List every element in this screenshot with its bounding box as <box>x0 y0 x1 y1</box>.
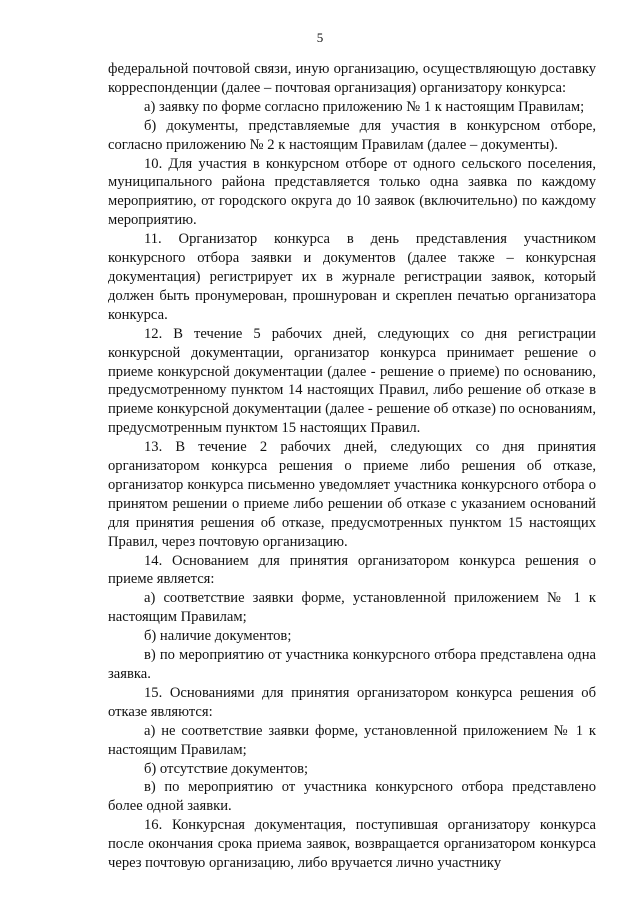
paragraph-12: 12. В течение 5 рабочих дней, следующих со дня регистрации конкурсной документации, организатор конкурса принимает решение о приеме конкурсной документации (далее - решение о приеме) по основанию, предусмотренному пунктом 14 настоящих Правил, либо решение об отказе в приеме конкурсной документации (далее - решение об отказе) по основаниям, предусмотренным пунктом 15 настоящих Правил. <box>108 325 596 437</box>
paragraph-14-item-b: б) наличие документов; <box>144 628 292 645</box>
paragraph-15: 15. Основаниями для принятия организатором конкурса решения об отказе являются: <box>108 684 596 720</box>
paragraph-item-b-documents: б) документы, представляемые для участия в конкурсном отборе, согласно приложению № 2 к настоящим Правилам (далее – документы). <box>108 117 596 153</box>
page-number: 5 <box>316 30 324 45</box>
paragraph-16: 16. Конкурсная документация, поступившая организатору конкурса после окончания срока приема заявок, возвращается организатором конкурса через почтовую организацию, либо вручается лично участнику <box>108 817 596 872</box>
document-body <box>108 60 596 873</box>
paragraph-15-item-a: а) не соответствие заявки форме, установленной приложением № 1 к настоящим Правилам; <box>108 722 596 758</box>
paragraph-15-item-v: в) по мероприятию от участника конкурсного отбора представлено более одной заявки. <box>108 779 596 815</box>
paragraph-item-a-application: а) заявку по форме согласно приложению № 1 к настоящим Правилам; <box>144 98 585 115</box>
paragraph-13: 13. В течение 2 рабочих дней, следующих со дня принятия организатором конкурса решения о приеме либо решения об отказе, организатор конкурса письменно уведомляет участника конкурсного отбора о принятом решении о приеме либо решении об отказе с указанием оснований для принятия решения об отказе, предусмотренных пунктом 15 настоящих Правил, через почтовую организацию. <box>108 439 596 550</box>
paragraph-14: 14. Основанием для принятия организатором конкурса решения о приеме является: <box>108 552 596 588</box>
paragraph-14-item-v: в) по мероприятию от участника конкурсного отбора представлена одна заявка. <box>108 647 596 682</box>
paragraph-continuation: федеральной почтовой связи, иную организацию, осуществляющую доставку корреспонденции (далее – почтовая организация) организатору конкурса: <box>108 61 596 96</box>
paragraph-10: 10. Для участия в конкурсном отборе от одного сельского поселения, муниципального района представляется только одна заявка по каждому мероприятию, от городского округа до 10 заявок (включительно) по каждому мероприятию. <box>108 155 596 229</box>
paragraph-11: 11. Организатор конкурса в день представления участником конкурсного отбора заявки и документов (далее также – конкурсная документация) регистрирует их в журнале регистрации заявок, который должен быть пронумерован, прошнурован и скреплен печатью организатора конкурса. <box>108 231 596 323</box>
paragraph-14-item-a: а) соответствие заявки форме, установленной приложением № 1 к настоящим Правилам; <box>108 590 596 626</box>
paragraph-15-item-b: б) отсутствие документов; <box>144 760 309 777</box>
